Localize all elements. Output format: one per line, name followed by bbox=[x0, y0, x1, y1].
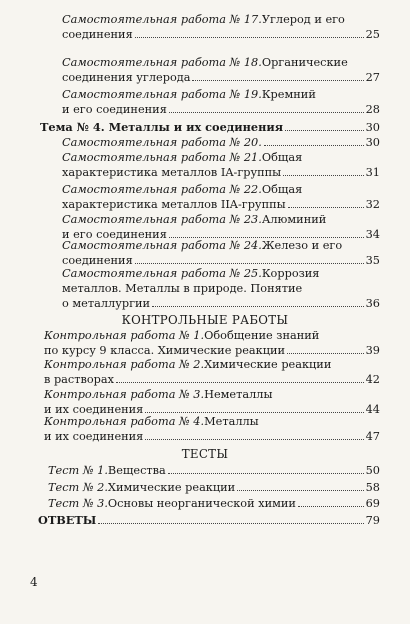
toc-entry-sr25 bbox=[62, 266, 380, 311]
entry-label: Самостоятельная работа № 19. bbox=[62, 88, 262, 101]
entry-text: Общая bbox=[261, 183, 303, 196]
leader-dots bbox=[285, 130, 364, 131]
entry-text-cont: соединения bbox=[62, 28, 133, 41]
entry-page: 31 bbox=[365, 166, 380, 179]
leader-dots bbox=[288, 207, 364, 208]
leader-dots bbox=[135, 37, 364, 38]
entry-text: Алюминий bbox=[261, 213, 327, 226]
toc-answers bbox=[38, 513, 380, 528]
toc-entry-kr4 bbox=[44, 414, 380, 444]
entry-page: 50 bbox=[365, 464, 380, 477]
entry-label: Самостоятельная работа № 20. bbox=[62, 136, 262, 149]
entry-page: 36 bbox=[365, 297, 380, 310]
leader-dots bbox=[298, 506, 364, 507]
leader-dots bbox=[168, 473, 364, 474]
entry-label: Самостоятельная работа № 17. bbox=[62, 13, 262, 26]
entry-text-cont: и его соединения bbox=[62, 228, 167, 241]
entry-page: 44 bbox=[365, 403, 380, 416]
entry-page: 27 bbox=[365, 71, 380, 84]
entry-text-cont: по курсу 9 класса. Химические реакции bbox=[44, 344, 286, 357]
entry-text: Вещества bbox=[107, 464, 166, 477]
entry-label: Самостоятельная работа № 18. bbox=[62, 56, 262, 69]
entry-page: 25 bbox=[365, 28, 380, 41]
entry-page: 42 bbox=[365, 373, 380, 386]
entry-page: 35 bbox=[365, 254, 380, 267]
entry-text: Неметаллы bbox=[204, 388, 273, 401]
entry-label: Тест № 2. bbox=[48, 481, 108, 494]
entry-label: Тест № 1. bbox=[48, 464, 108, 477]
entry-text: Железо и его bbox=[261, 239, 343, 252]
entry-text: Химические реакции bbox=[204, 358, 332, 371]
leader-dots bbox=[135, 263, 364, 264]
entry-text: Обобщение знаний bbox=[204, 329, 320, 342]
entry-label: Самостоятельная работа № 24. bbox=[62, 239, 262, 252]
leader-dots bbox=[145, 412, 363, 413]
entry-page: 32 bbox=[365, 198, 380, 211]
toc-entry-kr2 bbox=[44, 357, 380, 387]
toc-entry-sr24 bbox=[62, 238, 380, 268]
entry-label: Контрольная работа № 3. bbox=[44, 388, 205, 401]
answers-title: ОТВЕТЫ bbox=[38, 513, 97, 527]
entry-label: Контрольная работа № 1. bbox=[44, 329, 205, 342]
toc-topic-4 bbox=[40, 120, 380, 135]
leader-dots bbox=[98, 523, 363, 524]
leader-dots bbox=[264, 145, 364, 146]
entry-text: Органические bbox=[261, 56, 348, 69]
toc-entry-sr17 bbox=[62, 12, 380, 42]
toc-entry-kr3 bbox=[44, 387, 380, 417]
leader-dots bbox=[116, 382, 364, 383]
entry-label: Тест № 3. bbox=[48, 497, 108, 510]
entry-label: Самостоятельная работа № 23. bbox=[62, 213, 262, 226]
entry-page: 39 bbox=[365, 344, 380, 357]
leader-dots bbox=[152, 306, 364, 307]
toc-entry-sr21 bbox=[62, 150, 380, 180]
entry-page: 30 bbox=[365, 121, 380, 134]
entry-text-cont: характеристика металлов IIA-группы bbox=[62, 198, 286, 211]
entry-text: Углерод и его bbox=[261, 13, 345, 26]
topic-title: Тема № 4. Металлы и их соединения bbox=[40, 120, 284, 134]
entry-page: 69 bbox=[365, 497, 380, 510]
entry-page: 30 bbox=[365, 136, 380, 149]
entry-label: Самостоятельная работа № 22. bbox=[62, 183, 262, 196]
toc-entry-sr22 bbox=[62, 182, 380, 212]
entry-text-cont: в растворах bbox=[44, 373, 114, 386]
section-title-tests: ТЕСТЫ bbox=[181, 447, 229, 461]
entry-text-cont: соединения углерода bbox=[62, 71, 191, 84]
toc-entry-test1 bbox=[48, 463, 380, 478]
toc-entry-sr19 bbox=[62, 87, 380, 117]
page-number: 4 bbox=[30, 575, 38, 589]
leader-dots bbox=[287, 353, 364, 354]
entry-page: 34 bbox=[365, 228, 380, 241]
entry-text-cont: и его соединения bbox=[62, 103, 167, 116]
entry-text-cont: и их соединения bbox=[44, 430, 144, 443]
entry-text: Основы неорганической химии bbox=[107, 497, 296, 510]
entry-text-cont: металлов. Металлы в природе. Понятие bbox=[62, 282, 303, 295]
entry-page: 28 bbox=[365, 103, 380, 116]
entry-label: Самостоятельная работа № 25. bbox=[62, 267, 262, 280]
entry-text-cont: и их соединения bbox=[44, 403, 144, 416]
toc-entry-sr20 bbox=[62, 135, 380, 150]
leader-dots bbox=[283, 175, 363, 176]
leader-dots bbox=[169, 112, 364, 113]
toc-entry-sr18 bbox=[62, 55, 380, 85]
toc-entry-kr1 bbox=[44, 328, 380, 358]
entry-text: Кремний bbox=[261, 88, 316, 101]
entry-page: 79 bbox=[365, 514, 380, 527]
toc-entry-test3 bbox=[48, 496, 380, 511]
leader-dots bbox=[145, 439, 363, 440]
entry-text: Металлы bbox=[204, 415, 259, 428]
toc-entry-test2 bbox=[48, 480, 380, 495]
entry-page: 58 bbox=[365, 481, 380, 494]
entry-text-cont: характеристика металлов IA-группы bbox=[62, 166, 282, 179]
entry-label: Контрольная работа № 4. bbox=[44, 415, 205, 428]
entry-label: Контрольная работа № 2. bbox=[44, 358, 205, 371]
section-title-control: КОНТРОЛЬНЫЕ РАБОТЫ bbox=[121, 313, 289, 327]
entry-text-cont: соединения bbox=[62, 254, 133, 267]
leader-dots bbox=[237, 490, 363, 491]
entry-text: Химические реакции bbox=[107, 481, 236, 494]
leader-dots bbox=[192, 80, 363, 81]
entry-label: Самостоятельная работа № 21. bbox=[62, 151, 262, 164]
entry-text: Общая bbox=[261, 151, 303, 164]
entry-text: Коррозия bbox=[261, 267, 320, 280]
entry-text-cont: о металлургии bbox=[62, 297, 151, 310]
entry-page: 47 bbox=[365, 430, 380, 443]
